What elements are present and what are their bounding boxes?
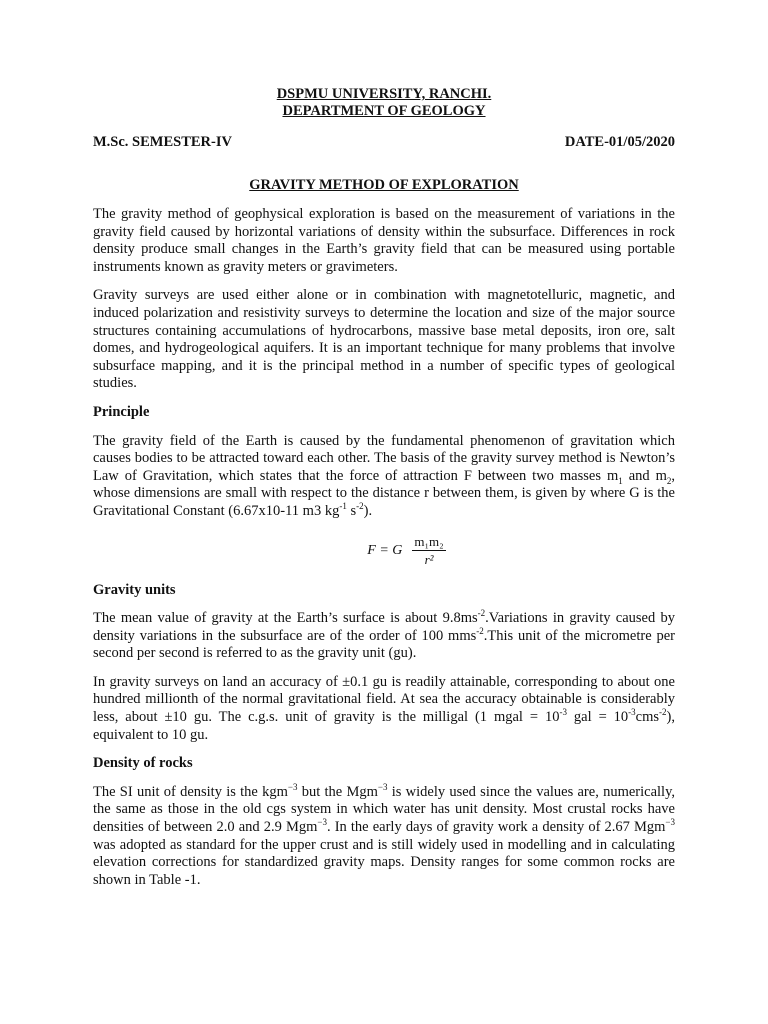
formula-lhs: F = G [367,542,403,558]
document-body [93,206,675,900]
intro-paragraph-2: Gravity surveys are used either alone or in combination with magnetotelluric, magnetic, and induced polarization and resistivity surveys to determine the location and size of the major source structures containing accumulations of hydrocarbons, massive base metal deposits, iron ore, salt domes, and hydrogeological aquifers. It is an important technique for many problems that involve subsurface mapping, and it is the principal method in a number of specific types of geological studies. [93,287,675,392]
formula-numerator: m₁m₂ [414,534,444,549]
meta-row [93,134,675,151]
principle-paragraph: The gravity field of the Earth is caused by the fundamental phenomenon of gravitation which causes bodies to be attracted toward each other. The basis of the gravity survey method is Newton’s Law of Gravitation, which states that the force of attraction F between two masses $m_1$ and $m_2$, whose dimensions are small with respect to the distance r between them, is given by where G is the Gravitational Constant (6.67x10-11 m3 $kg^{-1}$ $s^{-2}$). [93,432,676,519]
intro-paragraph-1: The gravity method of geophysical exploration is based on the measurement of variations in the gravity field caused by horizontal variations of density within the subsurface. Differences in rock density produce small changes in the Earth’s gravity field that can be measured using portable instruments known as gravity meters or gravimeters. [93,206,675,275]
gravity-units-paragraph-2: In gravity surveys on land an accuracy of ±0.1 gu is readily attainable, corresponding to about one hundred millionth of the normal gravitational field. At sea the accuracy obtainable is considerably less, about ±10 gu. The c.g.s. unit of gravity is the milligal (1 mgal = $10^{-3}$ gal = $10^{-3}cms^{-2}$), equivalent to 10 gu. [93,673,675,743]
formula-fraction [412,534,445,567]
semester-label: M.Sc. SEMESTER-IV [93,134,232,150]
department-name: DEPARTMENT OF GEOLOGY [282,103,486,119]
newton-formula [138,532,675,570]
university-name: DSPMU UNIVERSITY, RANCHI. [276,86,492,102]
gravity-units-heading: Gravity units [93,581,176,598]
principle-heading: Principle [93,403,150,420]
density-heading: Density of rocks [93,755,193,772]
formula-denominator: r² [424,552,434,567]
date-label: DATE-01/05/2020 [564,134,675,150]
density-paragraph: The SI unit of density is the kgm$^{-3}$ but the Mgm$^{-3}$ is widely used since the values are, numerically, the same as those in the old cgs system in which water has unit density. Most crustal rocks have densities of between 2.0 and 2.9 Mgm$^{-3}$. In the early days of gravity work a density of 2.67 Mgm$^{-3}$ was adopted as standard for the upper crust and is still widely used in modelling and in calculating elevation corrections for standardized gravity maps. Density ranges for some common rocks are shown in Table -1. [93,782,675,888]
document-header [0,86,768,120]
page-title: GRAVITY METHOD OF EXPLORATION [249,177,519,193]
gravity-units-paragraph-1: The mean value of gravity at the Earth’s surface is about $9.8ms^{-2}.Variations$ in gravity caused by density variations in the subsurface are of the order of 100 mms$^{-2}$.This unit of the micrometre per second per second is referred to as the gravity unit (gu). [93,608,675,662]
